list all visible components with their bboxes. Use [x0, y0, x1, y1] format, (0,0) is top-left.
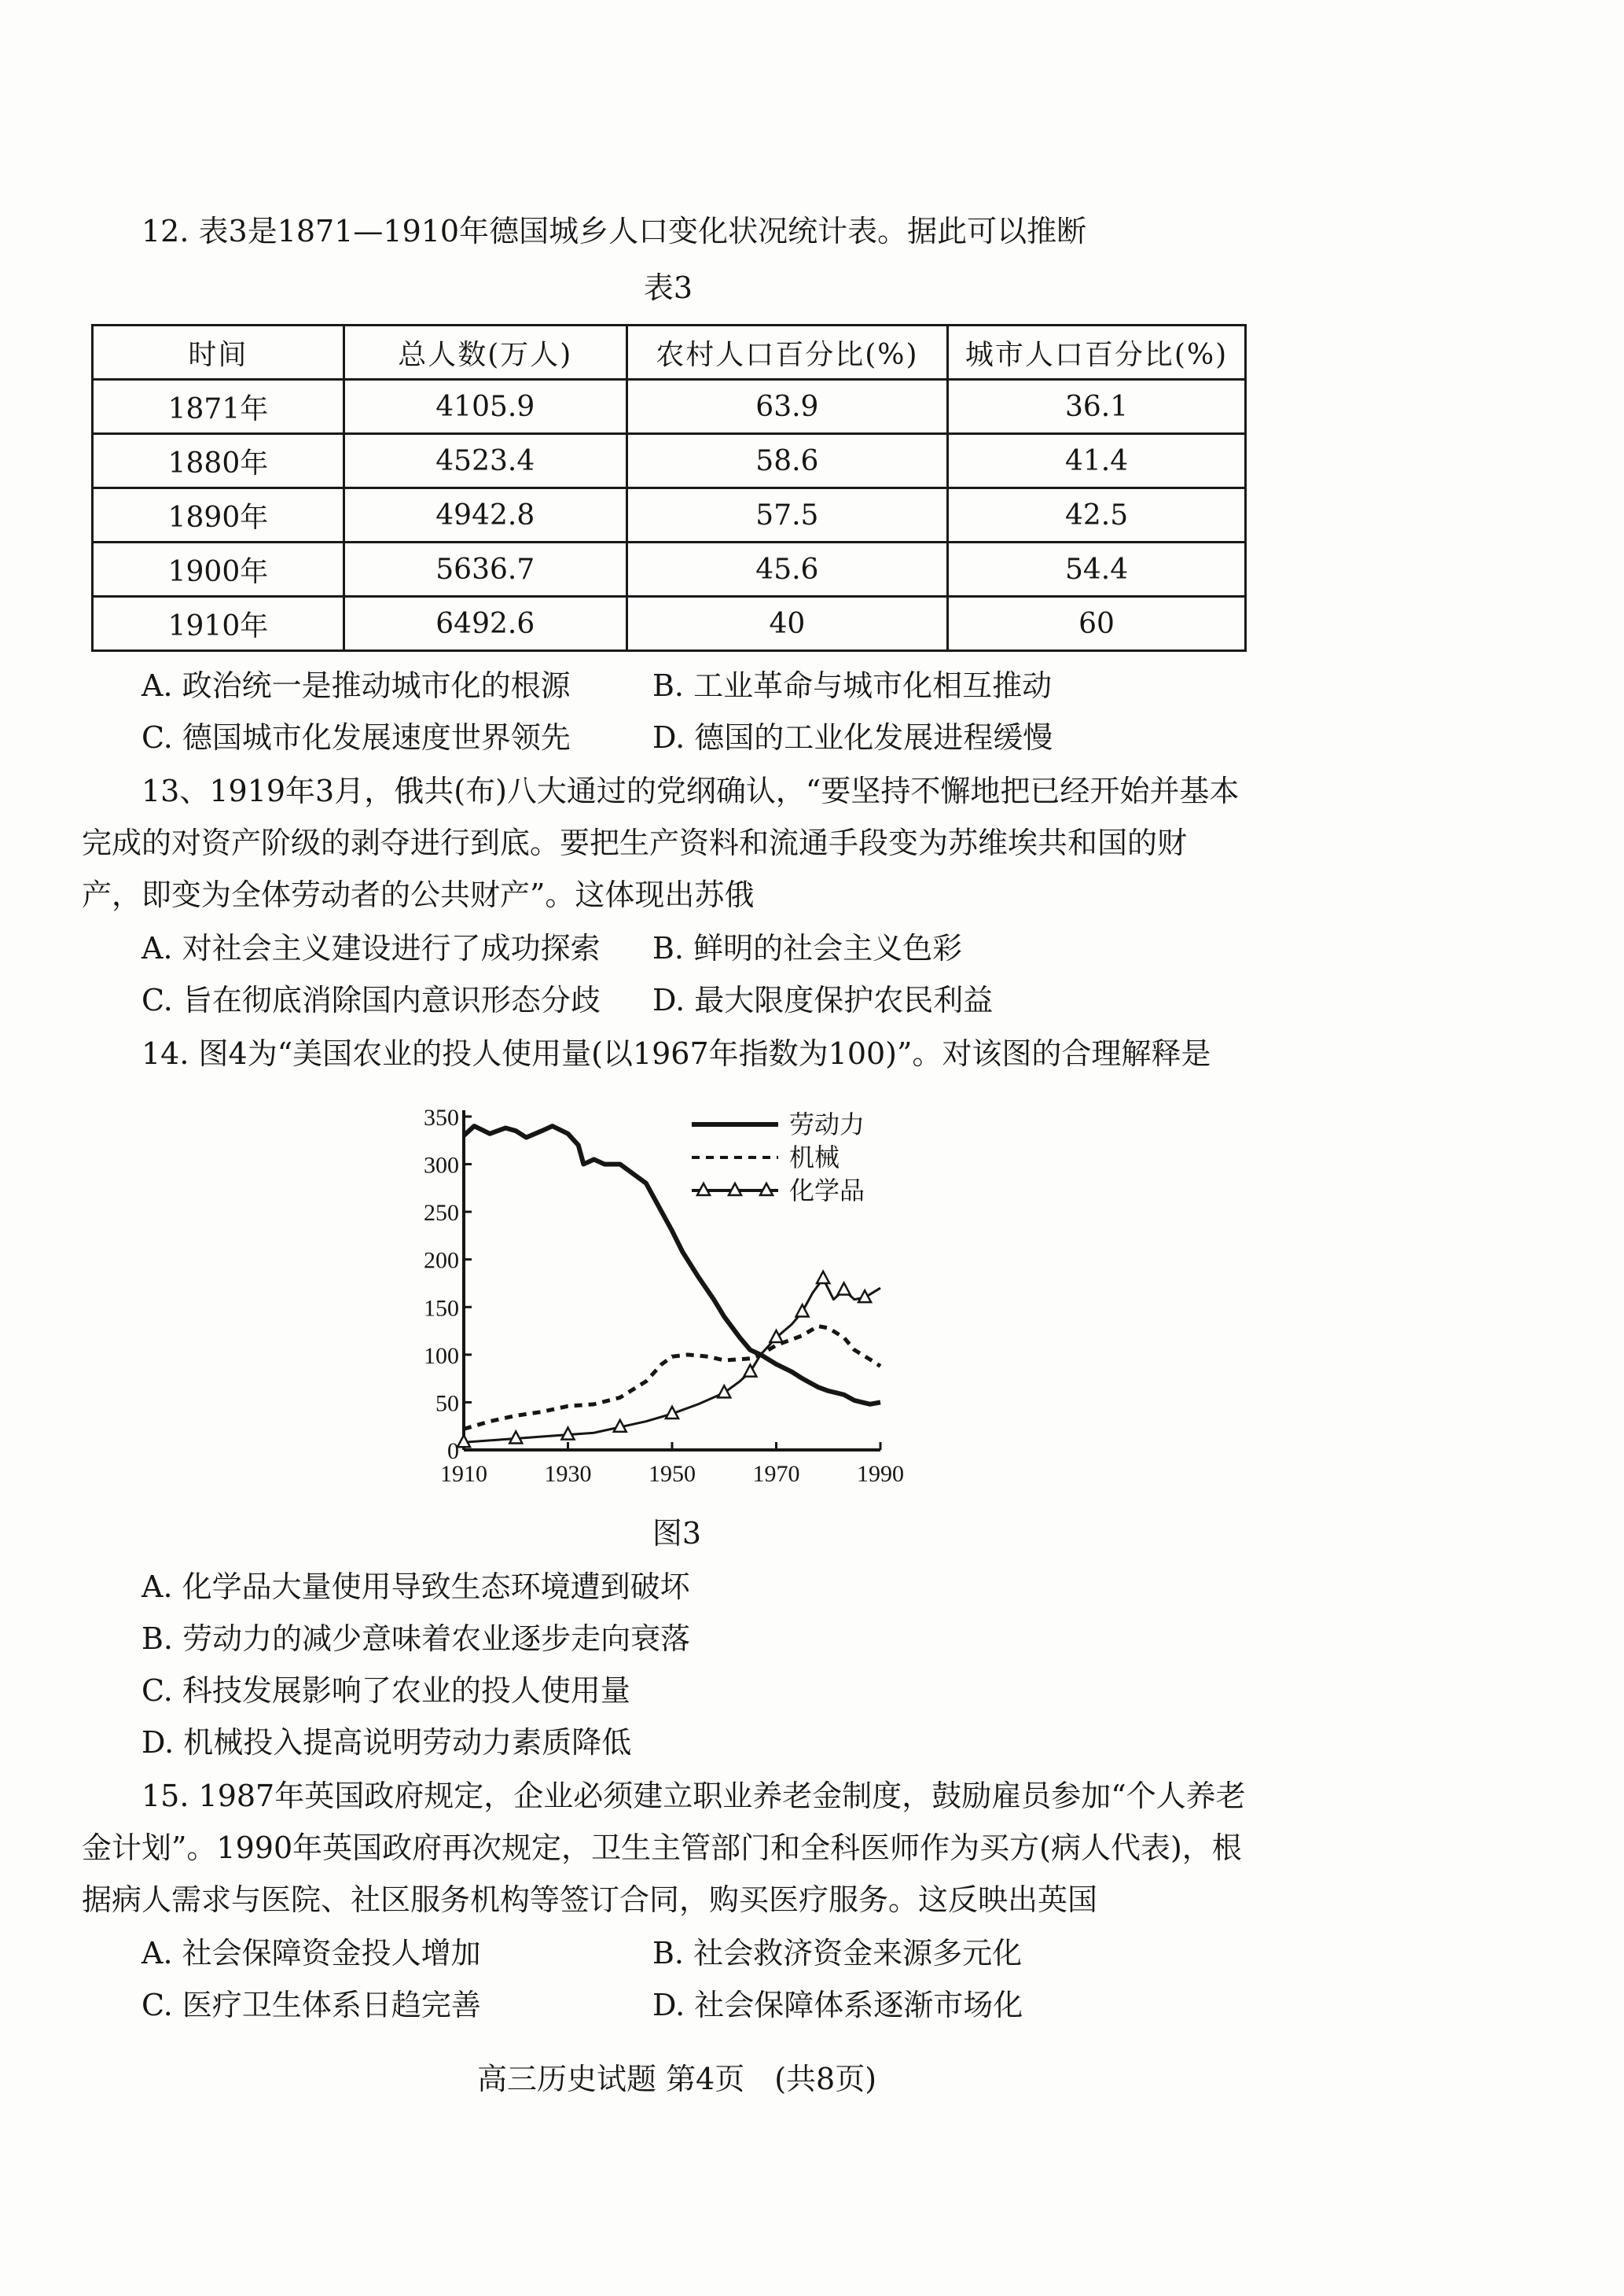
table-header: 城市人口百分比(%)	[948, 326, 1246, 380]
legend-label-1: 机械	[789, 1143, 840, 1172]
table-cell: 1910年	[93, 597, 344, 651]
table-header: 农村人口百分比(%)	[626, 326, 947, 380]
table-cell: 1890年	[93, 488, 344, 543]
table-cell: 45.6	[626, 543, 947, 597]
population-table	[91, 324, 1247, 652]
x-tick-label: 1910	[440, 1461, 487, 1487]
q13-option-a: A. 对社会主义建设进行了成功探索	[141, 931, 601, 966]
q15-line-3: 据病人需求与医院、社区服务机构等签订合同，购买医疗服务。这反映出英国	[82, 1882, 1098, 1917]
q15-option-b: B. 社会救济资金来源多元化	[652, 1936, 1023, 1970]
table-cell: 4105.9	[344, 380, 626, 434]
y-tick-label: 250	[424, 1200, 459, 1227]
y-tick-label: 0	[447, 1438, 459, 1464]
table-row	[93, 597, 1246, 651]
q14-option-c: C. 科技发展影响了农业的投人使用量	[141, 1673, 630, 1708]
q15-option-d: D. 社会保障体系逐渐市场化	[652, 1988, 1023, 2022]
q13-option-c: C. 旨在彻底消除国内意识形态分歧	[141, 983, 601, 1017]
q13-line-1: 13、1919年3月，俄共(布)八大通过的党纲确认，“要坚持不懈地把已经开始并基本	[141, 774, 1240, 808]
q12-stem: 12. 表3是1871—1910年德国城乡人口变化状况统计表。据此可以推断	[141, 214, 1087, 248]
x-tick-label: 1930	[544, 1461, 592, 1487]
y-tick-label: 350	[424, 1105, 459, 1131]
table-cell: 60	[948, 597, 1246, 651]
table-cell: 6492.6	[344, 597, 626, 651]
table-cell: 1900年	[93, 543, 344, 597]
q12-option-d: D. 德国的工业化发展进程缓慢	[652, 720, 1053, 755]
table-cell: 4942.8	[344, 488, 626, 543]
table-header: 总人数(万人)	[344, 326, 626, 380]
table-cell: 57.5	[626, 488, 947, 543]
table-cell: 4523.4	[344, 434, 626, 488]
table-caption: 表3	[643, 270, 693, 305]
y-tick-label: 150	[424, 1295, 459, 1322]
farm-input-chart	[409, 1101, 959, 1494]
q14-stem: 14. 图4为“美国农业的投人使用量(以1967年指数为100)”。对该图的合理解释是	[141, 1036, 1211, 1071]
q14-option-a: A. 化学品大量使用导致生态环境遭到破坏	[141, 1569, 690, 1604]
page-footer: 高三历史试题 第4页 (共8页)	[476, 2062, 877, 2096]
table-row	[93, 434, 1246, 488]
table-row	[93, 543, 1246, 597]
table-row	[93, 380, 1246, 434]
q14-option-b: B. 劳动力的减少意味着农业逐步走向衰落	[141, 1621, 691, 1656]
table-cell: 40	[626, 597, 947, 651]
table-row	[93, 488, 1246, 543]
q13-line-3: 产，即变为全体劳动者的公共财产”。这体现出苏俄	[82, 878, 755, 912]
x-tick-label: 1970	[752, 1461, 800, 1487]
table-cell: 54.4	[948, 543, 1246, 597]
series-point-2	[718, 1385, 730, 1397]
q13-option-b: B. 鲜明的社会主义色彩	[652, 931, 963, 966]
table-header-row	[93, 326, 1246, 380]
table-cell: 5636.7	[344, 543, 626, 597]
table-cell: 41.4	[948, 434, 1246, 488]
legend-label-0: 劳动力	[789, 1110, 865, 1139]
table-cell: 1880年	[93, 434, 344, 488]
y-tick-label: 100	[424, 1342, 459, 1369]
q12-option-c: C. 德国城市化发展速度世界领先	[141, 720, 571, 755]
q12-option-b: B. 工业革命与城市化相互推动	[652, 668, 1053, 703]
x-tick-label: 1990	[857, 1461, 904, 1487]
legend-label-2: 化学品	[789, 1176, 865, 1205]
q13-option-d: D. 最大限度保护农民利益	[652, 983, 994, 1017]
figure-caption: 图3	[652, 1516, 702, 1551]
table-cell: 1871年	[93, 380, 344, 434]
series-point-2	[838, 1282, 851, 1294]
x-tick-label: 1950	[648, 1461, 696, 1487]
y-tick-label: 50	[435, 1390, 459, 1417]
table-header: 时间	[93, 326, 344, 380]
y-tick-label: 200	[424, 1247, 459, 1274]
series-point-2	[858, 1290, 871, 1302]
table-cell: 58.6	[626, 434, 947, 488]
series-point-2	[796, 1304, 809, 1316]
table-cell: 36.1	[948, 380, 1246, 434]
table-cell: 63.9	[626, 380, 947, 434]
q14-option-d: D. 机械投入提高说明劳动力素质降低	[141, 1725, 632, 1760]
q15-option-a: A. 社会保障资金投人增加	[141, 1936, 481, 1970]
y-tick-label: 300	[424, 1152, 459, 1179]
series-point-2	[817, 1271, 829, 1283]
q15-line-1: 15. 1987年英国政府规定，企业必须建立职业养老金制度，鼓励雇员参加“个人养老	[141, 1779, 1246, 1813]
q13-line-2: 完成的对资产阶级的剥夺进行到底。要把生产资料和流通手段变为苏维埃共和国的财	[82, 826, 1188, 860]
q15-option-c: C. 医疗卫生体系日趋完善	[141, 1988, 481, 2022]
q15-line-2: 金计划”。1990年英国政府再次规定，卫生主管部门和全科医师作为买方(病人代表)，根	[82, 1831, 1242, 1865]
table-cell: 42.5	[948, 488, 1246, 543]
q12-option-a: A. 政治统一是推动城市化的根源	[141, 668, 571, 703]
